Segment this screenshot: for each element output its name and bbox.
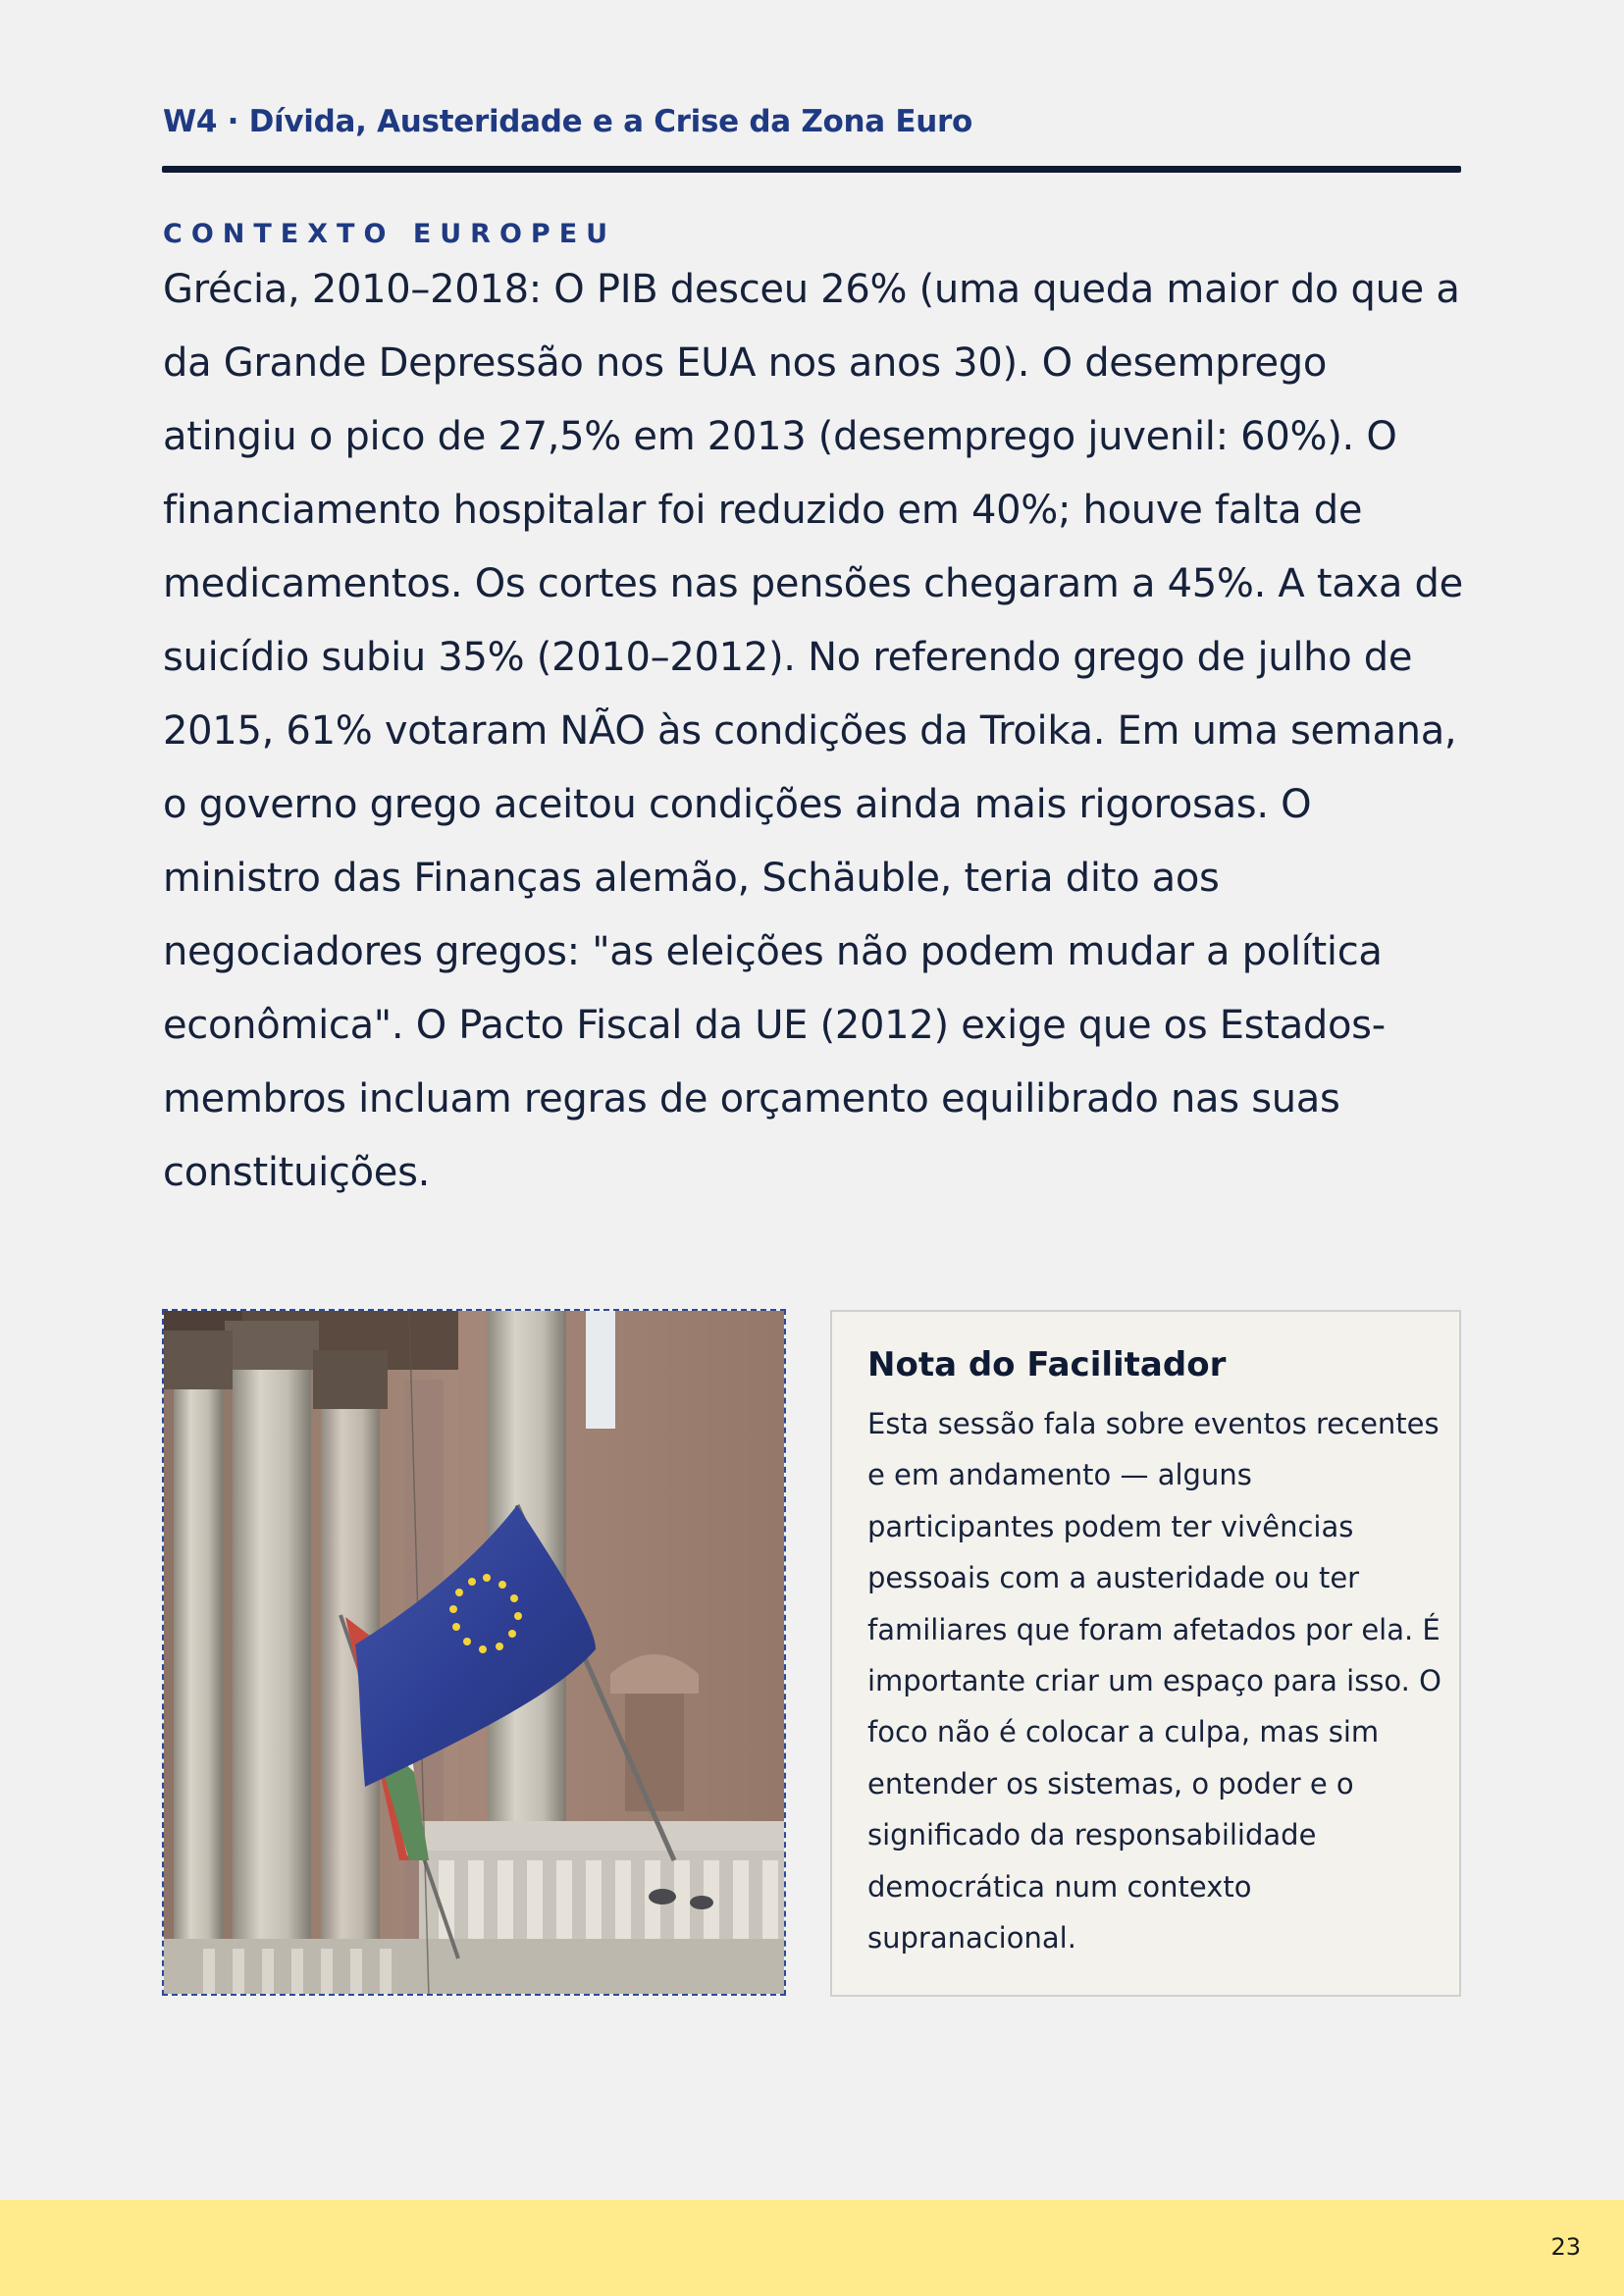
section-body: Grécia, 2010–2018: O PIB desceu 26% (uma queda maior do que a da Grande Depressão nos EUA nos anos 30). O desemprego atingiu o pico de 27,5% em 2013 (desemprego juvenil: 60%). O financiamento hospitalar foi reduzido em 40%; houve falta de medicamentos. Os cortes nas pensões chegaram a 45%. A taxa de suicídio subiu 35% (2010–2012). No referendo grego de julho de 2015, 61% votaram NÃO às condições da Troika. Em uma semana, o governo grego aceitou condições ainda mais rigorosas. O ministro das Finanças alemão, Schäuble, teria dito aos negociadores gregos: "as eleições não podem mudar a política econômica". O Pacto Fiscal da UE (2012) exige que os Estados-membros incluam regras de orçamento equilibrado nas suas constituições. [163, 267, 1463, 1195]
eu-flag-photo [162, 1309, 786, 1996]
section-kicker: CONTEXTO EUROPEU [163, 219, 617, 249]
page-number: 23 [1550, 2233, 1581, 2261]
facilitator-note-body: Esta sessão fala sobre eventos recentes e em andamento — alguns participantes podem ter vivências pessoais com a austeridade ou ter familiares que foram afetados por ela. É importante criar um espaço para isso. O foco não é colocar a culpa, mas sim entender os sistemas, o poder e o significado da responsabilidade democrática num contexto supranacional. [867, 1407, 1441, 1956]
footer-band [0, 2200, 1624, 2296]
header-title: W4 · Dívida, Austeridade e a Crise da Zona Euro [163, 104, 973, 139]
facilitator-note-title: Nota do Facilitador [867, 1345, 1227, 1384]
facilitator-note-box [830, 1310, 1461, 1997]
header-divider [162, 166, 1461, 173]
